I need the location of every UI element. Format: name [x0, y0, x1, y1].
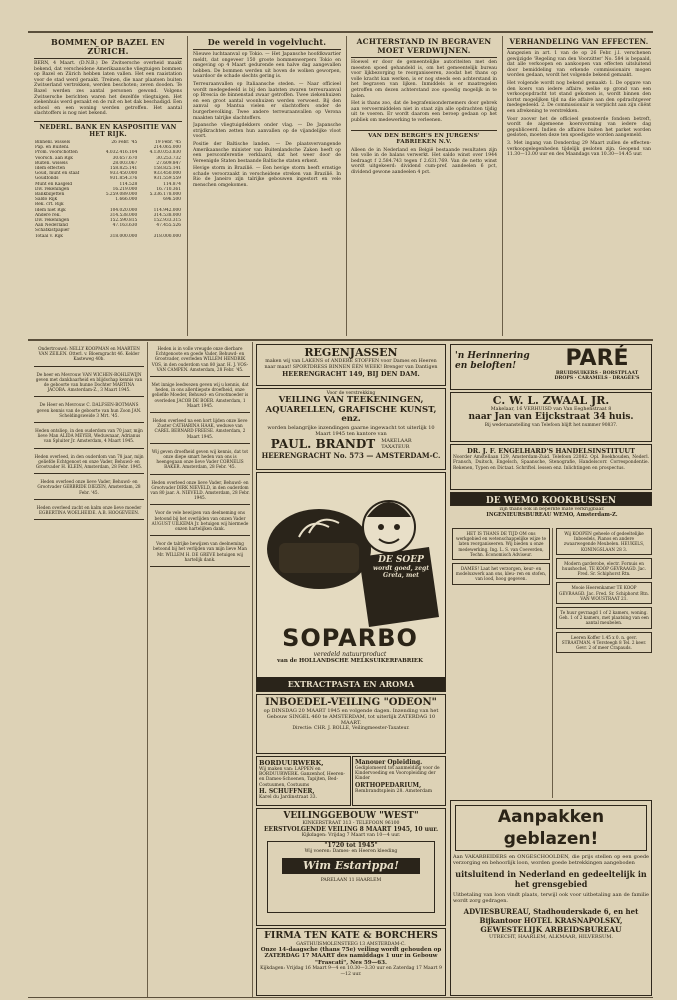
column-rule [252, 342, 253, 997]
small-ads-right [556, 528, 652, 798]
ad-engelhard-title: DR. J. F. ENGELHARD'S HANDELSINSTITUUT [467, 447, 635, 455]
family-notice: Heden overleed, in den ouderdom van 78 jaar, mijn geliefde Echtgenoot en onze Vader, Behuwd- en Grootvader H. KLEIN, Amsterdam, 28 Febr. 1945. [34, 452, 144, 475]
bank-row-label: Rek. crt. Rijk [35, 202, 64, 208]
column-rule [552, 528, 553, 798]
ad-veiling-sub: MAKELAAR TAXATEUR [381, 437, 412, 450]
bank-row-value: 933.450.000 [109, 171, 138, 177]
bank-row-value: 318.000.000 [109, 233, 138, 239]
ad-odeon [256, 694, 446, 754]
headline-bank: NEDERL. BANK EN KASPOSITIE VAN HET RIJK. [39, 123, 177, 138]
ad-pare-line1: BRUIDSUIKERS · BORSTPLAAT [555, 371, 639, 376]
ad-tenkate-body: Onze 14-daagsche (thans 75e) veiling wordt gehouden op ZATERDAG 17 MAART des namiddags 1 uur in Gebouw "Frascati", Nes 59—63. [260, 946, 442, 966]
death-notice: Wij geven droefheid geven wij kennis, dat tot onze diepe smart heden van ons is heengegaan onze lieve Vader CORNELIS BAKER. Amsterdam, 28 Febr. '45. [150, 447, 250, 475]
headline-effecten: VERHANDELING VAN EFFECTEN. [509, 38, 649, 46]
ad-orthopedarium-body: Gediplomeerd tot aanmelding voor de Kindervoeding en Vooropleiding der Kinder [355, 766, 440, 782]
ad-tenkate-sub: GASTHUISMOLENSTEEG 13 AMSTERDAM-C. [296, 941, 406, 947]
bank-row-value: 214.065.000 [153, 145, 181, 151]
bank-row-value: 4.130.053.830 [149, 150, 181, 156]
bank-row-value: 158.825.141 [109, 165, 138, 171]
bank-row-value: 152.590.815 [109, 217, 138, 223]
bank-row-value: 696.500 [163, 197, 181, 203]
top-border [28, 31, 653, 33]
ad-west-inner-4: PARELAAN 11 HAARLEM [320, 878, 382, 883]
ad-wemo-body: zijn thans ook in beperkte mate verkrijgbaar. [499, 507, 605, 512]
bank-row-label: Div. rekeningen [35, 186, 70, 192]
article-italie: Terreuraanvallen op Italiaansche steden. — Naar officieel wordt medegedeeld is bij den laatsten zwaren terreuraanval op Brescia de binnenstad zwaar getroffen. Twee ziekenhuizen en een groot aantal woonhuizen werden verwoest. Bij den aanval op Mantua vielen er slachtoffers onder de burgerbevolking. Twee andere terreuraanvallen op Verona maakten talrijke slachtoffers. [193, 81, 341, 121]
headline-vogelvlucht: De wereld in vogelvlucht. [207, 38, 327, 47]
ad-west-inner-3: Wim Estarippa! [282, 858, 420, 874]
ad-aanpakken-body3: Uitbetaling van loon vindt plaats, terwijl ook voor uitbetaling aan de familie wordt zorg gedragen. [453, 892, 649, 904]
death-notice: Voor de vele bewijzen van deelneming ons betoond bij het overlijden van onzen Vader AUGUST UILKEMA Jr. betuigen wij hiermede onzen hartelijken dank. [150, 508, 250, 536]
ad-zwaal-address: naar Jan van Eijckstraat 34 huis. [468, 412, 634, 422]
bank-row-label: Pap. en Buitenl. [35, 145, 70, 151]
bank-row-value: 933.450.000 [153, 171, 181, 177]
ad-aanpakken-body: Aan VAKARBEIDERS en ONGESCHOOLDEN, die prijs stellen op een goede verzorging en behoorlijk loon, worden goede betrekkingen aangeboden [453, 854, 649, 866]
ad-aanpakken-address2: GEWESTELIJK ARBEIDSBUREAU [480, 925, 622, 934]
ad-borduurwerk-body: Wij maken van: LAPPEN en BORDUURWERK. Ganzenhof, Heeren- en Dames-Schoenen, Tapijten, Bed-Costuumen, Costuums [259, 767, 345, 788]
soparbo-slogan-2: wordt goed, zegt Greta, met [373, 565, 429, 579]
bank-row-value: 30.657.670 [112, 155, 138, 161]
family-notices-col2 [150, 344, 250, 994]
ad-engelhard-body: Noorder Amstellaan 129, Amsterdam-Zuid. Telefoon 22082. Opl. Boekhouden, Nederl. Fransch, Duitsch, Engelsch, Spaansche, Stenografie, Handelscorr. Correspondentie. Rekenen, Typen en Dictaat. Schriftel. lessen enz. Inlichtingen en prospectus. [453, 455, 649, 471]
bank-row-label: Goud, munt en staaf [35, 171, 80, 177]
bank-row-label: Bankbiljetten [35, 191, 65, 197]
bank-row-value: 931.559.559 [153, 176, 181, 182]
bank-row-label: Div. rekeningen [35, 217, 70, 223]
soparbo-footer: EXTRACTPASTA EN AROMA [257, 677, 445, 691]
soparbo-tagline: veredeld natuurproduct [313, 651, 387, 658]
bank-row-value: 931.854.376 [109, 176, 138, 182]
ad-pare-brand: PARÉ [565, 346, 629, 371]
ad-regenjassen-body: maken wij van LAKENS of ANDERE STOFFEN voor Dames en Heeren naar maat! SPORTDRESS BINNEN ÉÉN WEEK! Brenger van Dantigen [264, 359, 438, 370]
bank-row-value: 26 Febr. '45 [111, 139, 138, 145]
bank-row-value: 5.336.178.000 [149, 191, 181, 197]
ad-borduurwerk-address: Karel du Jardinstraat 33. [259, 794, 318, 800]
ad-veiling-teekeningen [256, 388, 446, 470]
ad-odeon-directie: Directie: CHR. J. BOLLE, Veilingmeester-Taxateur. [292, 726, 410, 731]
column-rule [502, 36, 503, 336]
soparbo-maker: van de HOLLANDSCHE MELKSUIKERFABRIEK [277, 658, 423, 664]
small-ad: Modern garderobe, electr. Fornuis en huushochel, TE KOOP GEVRAAGD. Jac. Fred. Sr. Schiphorst Rtn. [556, 558, 652, 580]
ad-zwaal-title: C. W. L. ZWAAL JR. [492, 394, 610, 407]
ad-west-body: EERSTVOLGENDE VEILING 8 MAART 1945, 10 uur. [263, 826, 439, 833]
ad-odeon-title: INBOEDEL-VEILING "ODEON" [265, 697, 437, 708]
soparbo-brand: SOPARBO [282, 624, 418, 652]
ad-aanpakken-cities: UTRECHT, HAARLEM, ALKMAAR, HILVERSUM. [489, 934, 613, 940]
article-effecten-2: Het volgende wordt nog bekend gemaakt: 1. De opgave van den koers van iedere affaire, welke op grond van een verkoopopdracht tot stand gekomen is, wordt binnen den kortst mogelijken tijd na die affaire aan den opdrachtgever medegedeeld. 2. De commissionair is verplicht aan zijn cliënt een afrekening te verstrekken. [507, 80, 651, 114]
bank-row-label: Binnenl. wissels [35, 139, 71, 145]
column-rule [147, 342, 148, 997]
ad-soparbo [256, 472, 446, 692]
bank-row-value: 318.000.000 [153, 233, 181, 239]
ad-regenjassen [256, 344, 446, 386]
ad-odeon-body: op DINSDAG 20 MAART 1945 en volgende dagen. Inzending van het Gebouw SINGEL 460 te AMSTERDAM, tot uiterlijk ZATERDAG 10 MAART. [263, 708, 439, 726]
ad-tenkate [256, 928, 446, 996]
ad-wemo [452, 507, 652, 527]
bank-row-label: Prom. voorschotten [35, 150, 78, 156]
bank-row-value: 28.003.067 [112, 160, 138, 166]
bank-table-row [34, 150, 182, 155]
ad-west-title: VEILINGGEBOUW "WEST" [283, 811, 419, 821]
ad-west-kijk: Kijkdagen: Vrijdag 7 Maart van 10—4 uur. [301, 833, 401, 838]
article-begraven-1: Hoewel er door de gemeentelijke autoriteiten met den meesten spoed gehandeld is, om het gemeentelijk bureau voor lijkbezorging te reorganiseeren, zoodat het thans op volle kracht kan werken, is er nog steeds een achterstand in het begraven van lijken. Inmiddels is er maatregelen getroffen om dezen achterstand zoo spoedig mogelijk in te halen. [351, 60, 497, 99]
article-effecten-1: Aangezien in art. 1 van de op 26 Febr. j.l. verschenen gewijzigde 'Regeling van den Voorzitter' No. 584 is bepaald, dat alle verkoopen en aankoopen van effecten uitsluitend door bemiddeling van erkende commissionairs mogen worden gedaan, wordt het volgende bekend gemaakt. [507, 51, 651, 79]
bank-row-value: 47.163.630 [112, 223, 138, 229]
ad-wemo-title: DE WEMO KOOKBUSSEN [450, 492, 652, 506]
bank-row-value: 27.609.847 [156, 160, 181, 166]
ad-veiling-title: VEILING VAN TEEKENINGEN, AQUARELLEN, GRAFISCHE KUNST, enz. [265, 395, 437, 424]
article-vdbergh: Alleen de in Nederland en België bestaande resultaten zijn ten volle in de balans verwerkt. Het saldo winst over 1944 bedraagt f 2.584.743 tegen f 2.631.769. Van de netto winst wordt uitgekeerd: dividend cum-pref. aandeelen 6 pct, dividend gewone aandeelen 4 pct. [351, 147, 497, 175]
bank-row-label: Munt en Kasgeld [35, 181, 73, 187]
ad-regenjassen-address: HEERENGRACHT 149, BIJ DEN DAM. [282, 370, 420, 379]
bank-row-label: Idem niet Rijk [35, 207, 66, 213]
family-notice: Heden overleed zacht en kalm onze lieve moeder EGBERTINA WOELHEIDE. A.B. HOOGEVEEN. [34, 503, 144, 520]
ad-orthopedarium-address: Rembrandtsplein 28. Amsterdam [355, 788, 433, 794]
ad-pare-line2: DROPS · CARAMELS · DRAGÉE'S [554, 376, 640, 381]
death-notice: Met innige leedwezen geven wij u kennis, dat heden, in ons allerdiepste droefheid, onze geliefde Moeder, Behuwd- en Grootmoeder is overleden JACOB DE BOER. Amsterdam, 1 Maart 1945. [150, 380, 250, 413]
article-tokio: Nieuwe luchtaanval op Tokio. — Het Japansche hoofdkwartier meldt, dat ongeveer 150 groote bommenwerpers Tokio en omgeving op 4 Maart gedurende een halve dag aangevallen hebben. De bommen werden uit boven de wolken geworpen, waardoor de schade slechts gering is. [193, 52, 341, 80]
column-effecten [507, 38, 651, 338]
bank-row-label: Voorsch. aan Rijk [35, 155, 73, 161]
headline-vdbergh: VAN DEN BERGH'S EN JURGENS' FABRIEKEN N.V. [368, 132, 480, 146]
family-notice: Heden overleed onze lieve Vader, Behuwd- en Grootvader GERBRIDE DIEZEN, Amsterdam, 28 Febr. '45. [34, 477, 144, 500]
small-ad: Leeren Koffer 1.45 x 0. n. gevr. STRAATMAN. 4 Tersteegh 8 Tel. 2 keer. Gevr. 2 of meer Crapauds. [556, 632, 652, 654]
article-brazilie: Hevige storm in Brazilië. — Een hevige storm heeft ernstige schade veroorzaakt in verscheidene streken van Brazilië. In Rio de Janeiro zijn talrijke gebouwen ingestort en vele menschen omgekomen. [193, 166, 341, 189]
ad-veiling-west [256, 808, 446, 926]
bank-row-label: Schatkistpapier [35, 228, 70, 234]
bank-row-value: 1.666.000 [115, 197, 138, 203]
ad-borduurwerk [256, 756, 351, 806]
headline-begraven: ACHTERSTAND IN BEGRAVEN MOET VERDWIJNEN. [356, 38, 492, 55]
bank-row-label: Aan Nederland [35, 223, 68, 229]
bank-row-label: Goudfonds [35, 176, 59, 182]
family-notice: Heden ontsliep, in den ouderdom van 70 jaar, mijn lieve Man ALIDA MEYER, Weduwnaar, Adrianus van Spluiter Jr. Amsterdam, 4 Maart 1945. [34, 426, 144, 449]
ad-orthopedarium-title: Manouer Opleiding. [355, 759, 423, 766]
bank-row-value: 4.032.416.104 [105, 150, 138, 156]
bottom-border [28, 997, 653, 998]
ad-orthopedarium-name: ORTHOPEDARIUM, [355, 781, 422, 789]
death-notice: Heden overleed na een kort lijden onze lieve Zuster CATHARINA HAAK, weduwe van CAREL BERNARD FREESE. Amsterdam, 2 Maart 1945. [150, 416, 250, 444]
bank-row-value: 30.253.732 [156, 155, 181, 161]
headline-bommen: BOMMEN OP BAZEL EN ZÜRICH. [51, 38, 165, 56]
section-divider [28, 339, 653, 341]
ad-orthopedarium [352, 756, 446, 806]
family-notice: De heer en Mevrouw VAN WICHEN-ROHLEWIJN geven met dankbaarheid en blijdschap kennis van de geboorte van hunne Dochter MARTINA JACOBA. Amsterdam-Z., 3 Maart 1945. [34, 370, 144, 398]
death-notice: Voor de talrijke bewijzen van deelneming betoond bij het verlijden van mijn lieve Man Mr. WILLEM H. DE GREVE betuigen wij hartelijk dank. [150, 539, 250, 567]
article-japan: Japansche vliegtuigdekkers onder vlag. — De Japansche strijdkrachten zetten hun aanvallen op de vijandelijke vloot voort. [193, 123, 341, 140]
ad-aanpakken [450, 800, 652, 996]
article-baltische: Positie der Baltische landen. — De plaatsvervangende Amerikaansche minister van Buitenlandsche Zaken heeft op een persconferentie verklaard, dat het weer door de Vereenigde Staten bestaande Baltische staten erkent. [193, 141, 341, 164]
ad-pare-pre: 'n Herinnering [455, 351, 530, 361]
ad-tenkate-kijk: Kijkdagen: Vrijdag 16 Maart 9—4 en 10.30—3.30 uur en Zaterdag 17 Maart 9—12 uur. [260, 966, 442, 977]
bank-row-value: 314.538.000 [109, 212, 138, 218]
ad-veiling-pre: Voor de verstrekking [326, 391, 376, 396]
bank-row-value: 47.455.526 [156, 223, 181, 229]
column-rule [346, 36, 347, 336]
bank-row-label: Saldo Rijk [35, 197, 58, 203]
ad-regenjassen-title: REGENJASSEN [304, 346, 398, 359]
article-begraven-2: Het is thans zoo, dat de begrafenisondernemers door gebrek aan vervoermiddelen niet in staat zijn alle opdrachten tijdig uit te voeren. Er wordt daarom een beroep gedaan op het publiek om medewerking te verleenen. [351, 101, 497, 123]
bank-row-label: Buiten. wissels [35, 160, 68, 166]
ad-zwaal-tel: Bij wederaanstelling van Telefoon blijft het nummer 90837. [484, 423, 618, 428]
bank-row-label: Totaal v. Rijk [35, 233, 63, 239]
bank-row-value: 104.020.000 [109, 207, 138, 213]
bank-table-row [34, 234, 182, 239]
bank-row-value: 114.874 [163, 181, 181, 187]
ad-veiling-name: PAUL. BRANDT [270, 436, 376, 451]
ad-wemo-sub: INGENIEURSBUREAU WEMO, Amsterdam-Z. [486, 511, 618, 518]
family-notice: De Heer en Mevrouw C. DALFSEN-BOTMANS geven kennis van de geboorte van hun Zoon JAN. Scheldingsweide 3 Mrt. '45. [34, 400, 144, 423]
column-rule [187, 36, 188, 336]
bank-row-value: 114.942.000 [153, 207, 181, 213]
ad-engelhard [450, 444, 652, 490]
ad-veiling-body: worden belangrijke inzendingen gaarne ingewacht tot uiterlijk 10 Maart 1945 ten kantore van [267, 424, 435, 437]
small-ad: Mooie Heerenkamer TE KOOP GEVRAAGD. Jac. Fred. Sr. Schiphorst Rtn. VAN WOUSTRAAT 21. [556, 582, 652, 604]
bank-row-value: 314.538.000 [153, 212, 181, 218]
ad-west-sub: KINKERSTRAAT 313 - TELEFOON 96100 [302, 821, 400, 826]
bank-row-value: 19 Febr. '45 [155, 139, 181, 145]
bank-row-value: 16.219.000 [112, 186, 138, 192]
ad-aanpakken-address: ADVIESBUREAU, Stadhouderskade 6, en het Bijkantoor HOTEL KRASNAPOLSKY, [463, 907, 639, 925]
family-notices-col1 [34, 344, 144, 994]
small-ad: Te huur gevraagd 1 of 2 kamers, woning. Geh. 1 of 2 kamers, met plaatsing van een aantal meubelen. [556, 607, 652, 629]
death-notice: Heden is in volle vreugde onze dierbare Echtgenoote en goede Vader, Behuwd- en Grootvader, overleden WILLEM HENDRIK VOS, in den ouderdom van 80 jaar. H. J. VOS-VAN CAMPEN. Amsterdam, 28 Febr. '45. [150, 344, 250, 377]
ad-pare-pre2: en beloften! [455, 361, 517, 371]
article-bommen: BERN, 4 Maart. (D.N.B.) De Zwitsersche overheid maakt bekend, dat verscheidene Amerikaansche vliegtuigen bommen op Bazel en Zürich hebben laten vallen. Het een raaistation voor de stad werd geraakt. Treinen, die naar plaatsen buiten Zwitserland vertrokken, werden beschoten; zeven dooden. Te Bazel werden zes aantal personen gewond. Volgens Zwitsersche berichten waren het dezelfde vliegtuigen. Het ziekenhuis werd geraakt en de ruit en het dak beschadigd. Een school en een woning werden getroffen. Het aantal slachtoffers is nog niet bekend. [34, 61, 182, 117]
ad-borduurwerk-title: BORDUURWERK, [259, 759, 324, 767]
column-vogelvlucht [193, 38, 341, 338]
bank-row-value: 5.259.089.000 [105, 191, 138, 197]
ad-pare [450, 344, 652, 390]
article-effecten-4: 3. Met ingang van Donderdag 29 Maart zullen de effecten-verkoopgelegenheden tijdelijk gesloten zijn. Geopend van 11.30—13.00 uur en des Maandags van 10.30—14.45 uur. [507, 140, 651, 158]
soparbo-slogan-1: DE SOEP [378, 555, 424, 565]
ad-west-inner [267, 841, 435, 913]
family-notice: Ondertrouwd: NELLY KOOPMAN en MAARTEN VAN ZEILEN. Otterl. v. Bloemgracht 46. Kelder Kasteweg 40b. [34, 344, 144, 367]
ad-west-inner-1: "1720 tot 1945" [324, 842, 378, 849]
ad-borduurwerk-name: H. SCHUFFNER, [259, 787, 315, 795]
small-ads-left [452, 528, 550, 798]
bank-table [34, 140, 182, 239]
bank-row-value: 16.710.361 [156, 186, 181, 192]
column-begraven [351, 38, 497, 338]
bank-row-value: 114.528 [119, 181, 138, 187]
bank-row-label: Andere rek. [35, 212, 61, 218]
article-effecten-3: Voor zoover het de officieel genoteerde fondsen betreft, wordt de algemeene koersvorming van iedere dag gepubliceerd. Indien de affaires buiten het parket worden gesloten, moeten deze ten spoedigste worden aangemeld. [507, 116, 651, 139]
small-ad: DAMES! Laat het verzorgen, keur- en modeluxwerk aan ons, kleu- ren en stofen, van lood, hoog gegeven. [452, 563, 550, 585]
ad-zwaal [450, 392, 652, 442]
ad-tenkate-title: FIRMA TEN KATE & BORCHERS [264, 930, 438, 941]
ad-aanpakken-body2: uitsluitend in Nederland en gedeeltelijk in het grensgebied [455, 869, 647, 889]
ad-veiling-address: HEERENGRACHT No. 573 — AMSTERDAM-C. [261, 450, 441, 460]
ad-west-inner-2: Wij voeren: Dames- en Heeren kleeding [304, 849, 398, 854]
small-ad: Wij KOOPEN geheele of gedeeltelijke Inboedels, Pianos en andere zwaarwegende Meubelen. HEUKELS, KONINGSLAAN 28 3. [556, 528, 652, 555]
column-bommen [34, 38, 182, 338]
small-ad: HET IS THANS DE TIJD OM ons werkgebied en wetenschappelijke wijze te laten reorganiseeren. Wij bieden u onze medewerking. Ing. L. S. van Coeverden, Techn. Economisch Adviseur. [452, 528, 550, 560]
soparbo-illustration [259, 477, 445, 627]
bank-row-value: 158.825.141 [153, 165, 181, 171]
ad-zwaal-body: Makelaar, 16 VERHUISD van Van Eeghenstraat 8 [490, 407, 612, 412]
death-notice: Heden overleed onze lieve Vader, Behuwd- en Grootvader DIRK NIEVELD, in den ouderdom van 80 jaar. A. NIEVELD. Amsterdam, 28 Febr. 1945. [150, 478, 250, 506]
bank-row-value: 152.933.315 [153, 217, 181, 223]
bank-row-label: Idem effecten [35, 165, 66, 171]
ad-aanpakken-title: Aanpakken geblazen! [455, 805, 647, 851]
